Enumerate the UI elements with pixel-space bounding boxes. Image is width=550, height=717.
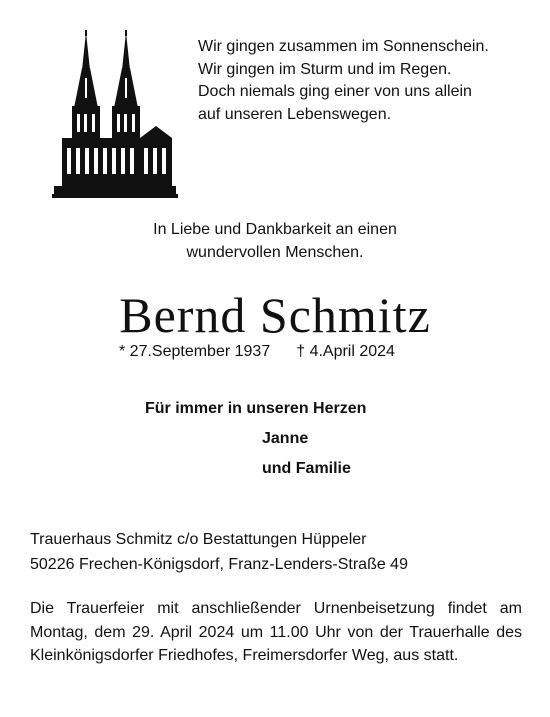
- dedication: [100, 218, 450, 264]
- dedication-line: In Liebe und Dankbarkeit an einen: [153, 221, 397, 238]
- deceased-name: Bernd Schmitz: [119, 287, 431, 343]
- mourners-line: und Familie: [262, 460, 351, 477]
- poem-line: Wir gingen zusammen im Sonnenschein.: [198, 38, 489, 55]
- cathedral-icon: [52, 30, 178, 208]
- address-line: 50226 Frechen-Königsdorf, Franz-Lenders-Straße 49: [30, 556, 408, 573]
- address-line: Trauerhaus Schmitz c/o Bestattungen Hüppeler: [30, 531, 367, 548]
- dedication-line: wundervollen Menschen.: [186, 244, 364, 261]
- poem-line: Wir gingen im Sturm und im Regen.: [198, 60, 452, 78]
- birth-date: * 27.September 1937: [119, 343, 271, 360]
- poem-line: Doch niemals ging einer von uns allein: [198, 83, 472, 100]
- mourners-line: Für immer in unseren Herzen: [145, 400, 367, 417]
- mourning-address: [30, 527, 408, 577]
- poem-line: auf unseren Lebenswegen.: [198, 105, 392, 123]
- death-date: † 4.April 2024: [296, 343, 395, 360]
- funeral-service-notice: Die Trauerfeier mit anschließender Urnenbeisetzung findet am Montag, dem 29. April 2024 um 11.00 Uhr von der Trauerhalle des Kleinkönigsdorfer Friedhofes, Freimersdorfer Weg, aus statt.: [30, 600, 522, 664]
- mourners-line: Janne: [262, 430, 309, 447]
- life-dates: [119, 343, 395, 361]
- poem: [198, 36, 538, 126]
